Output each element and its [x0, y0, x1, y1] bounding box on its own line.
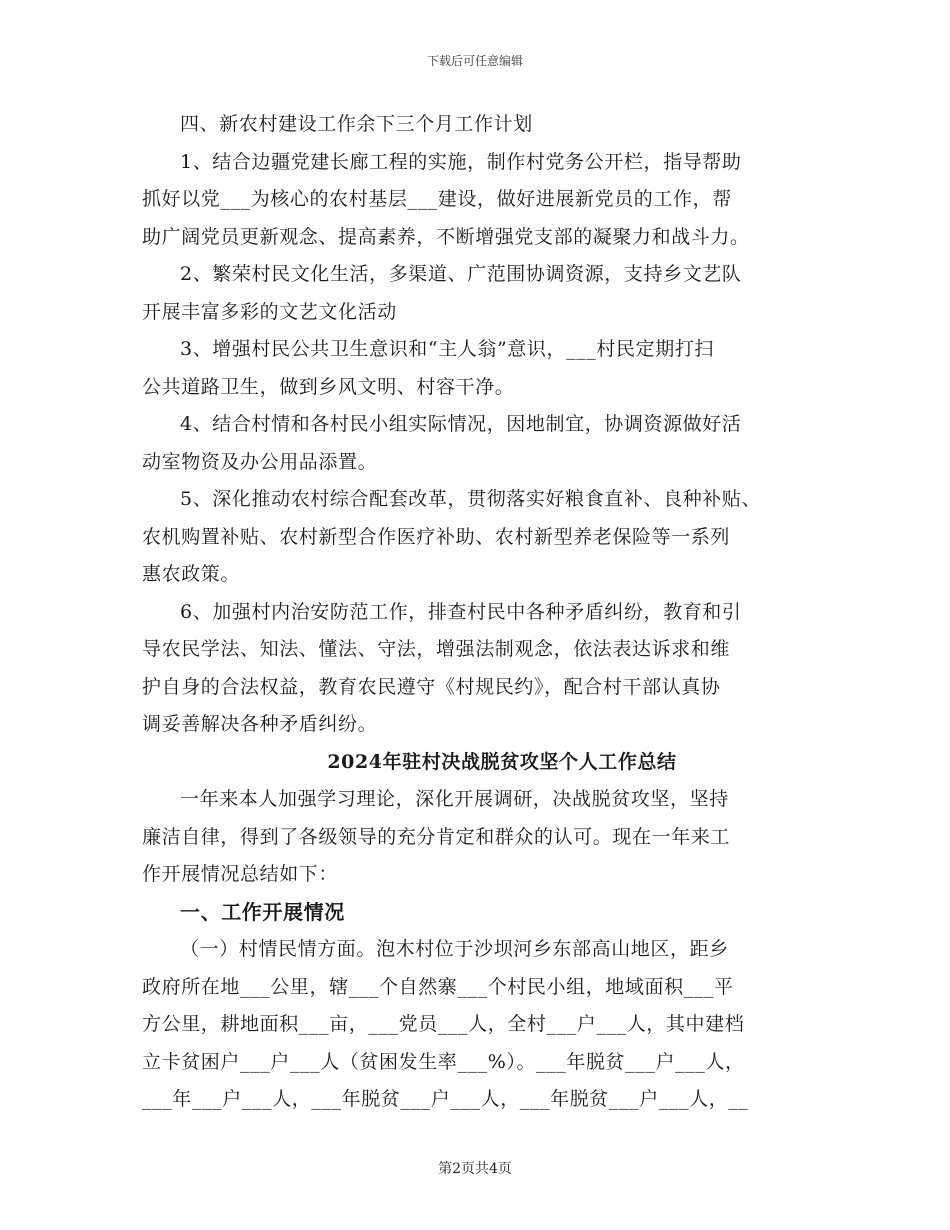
page-footer: 第2页共4页	[438, 1161, 512, 1177]
paragraph-line: 助广阔党员更新观念、提高素养，不断增强党支部的凝聚力和战斗力。	[142, 225, 750, 248]
paragraph-line: 5、深化推动农村综合配套改革，贯彻落实好粮食直补、良种补贴、	[180, 488, 762, 510]
paragraph-line: 6、加强村内治安防范工作，排查村民中各种矛盾纠纷，教育和引	[180, 600, 742, 623]
paragraph-line: 农机购置补贴、农村新型合作医疗补助、农村新型养老保险等一系列	[142, 525, 731, 548]
paragraph-line: 抓好以党___为核心的农村基层___建设，做好进展新党员的工作，帮	[142, 188, 732, 210]
intro-line: 作开展情况总结如下：	[142, 863, 339, 885]
intro-line: 一年来本人加强学习理论，深化开展调研，决战脱贫攻坚，坚持	[180, 788, 729, 810]
section-heading-one: 一、工作开展情况	[180, 899, 345, 924]
paragraph-line: 动室物资及办公用品添置。	[142, 450, 378, 473]
paragraph-line: 方公里，耕地面积___亩，___党员___人，全村___户___人，其中建档	[142, 1013, 745, 1035]
paragraph-line: 开展丰富多彩的文艺文化活动	[142, 300, 397, 323]
paragraph-line: 惠农政策。	[142, 563, 241, 585]
paragraph-line: 调妥善解决各种矛盾纠纷。	[142, 713, 378, 735]
paragraph-line: （一）村情民情方面。泡木村位于沙坝河乡东部高山地区，距乡	[180, 938, 729, 960]
paragraph-line: 政府所在地___公里，辖___个自然寨___个村民小组，地域面积___平	[142, 975, 734, 998]
intro-line: 廉洁自律，得到了各级领导的充分肯定和群众的认可。现在一年来工	[142, 825, 731, 848]
paragraph-line: 1、结合边疆党建长廊工程的实施，制作村党务公开栏，指导帮助	[180, 150, 742, 173]
section-heading-four: 四、新农村建设工作余下三个月工作计划	[180, 113, 533, 135]
document-title: 2024年驻村决战脱贫攻坚个人工作总结	[327, 750, 677, 773]
paragraph-line: 3、增强村民公共卫生意识和“主人翁”意识，___村民定期打扫	[180, 338, 715, 360]
paragraph-line: 4、结合村情和各村民小组实际情况，因地制宜，协调资源做好活	[180, 413, 742, 435]
paragraph-line: 2、繁荣村民文化生活，多渠道、广范围协调资源，支持乡文艺队	[180, 263, 742, 285]
paragraph-line: ___年___户___人，___年脱贫___户___人，___年脱贫___户___人，__	[142, 1088, 749, 1110]
paragraph-line: 导农民学法、知法、懂法、守法，增强法制观念，依法表达诉求和维	[142, 638, 731, 660]
paragraph-line: 护自身的合法权益，教育农民遵守《村规民约》，配合村干部认真协	[142, 675, 721, 698]
paragraph-line: 立卡贫困户___户___人（贫困发生率___%）。___年脱贫___户___人，	[142, 1050, 745, 1073]
page-header: 下载后可任意编辑	[426, 54, 523, 68]
paragraph-line: 公共道路卫生，做到乡风文明、村容干净。	[142, 375, 515, 398]
document-body	[142, 106, 822, 1119]
